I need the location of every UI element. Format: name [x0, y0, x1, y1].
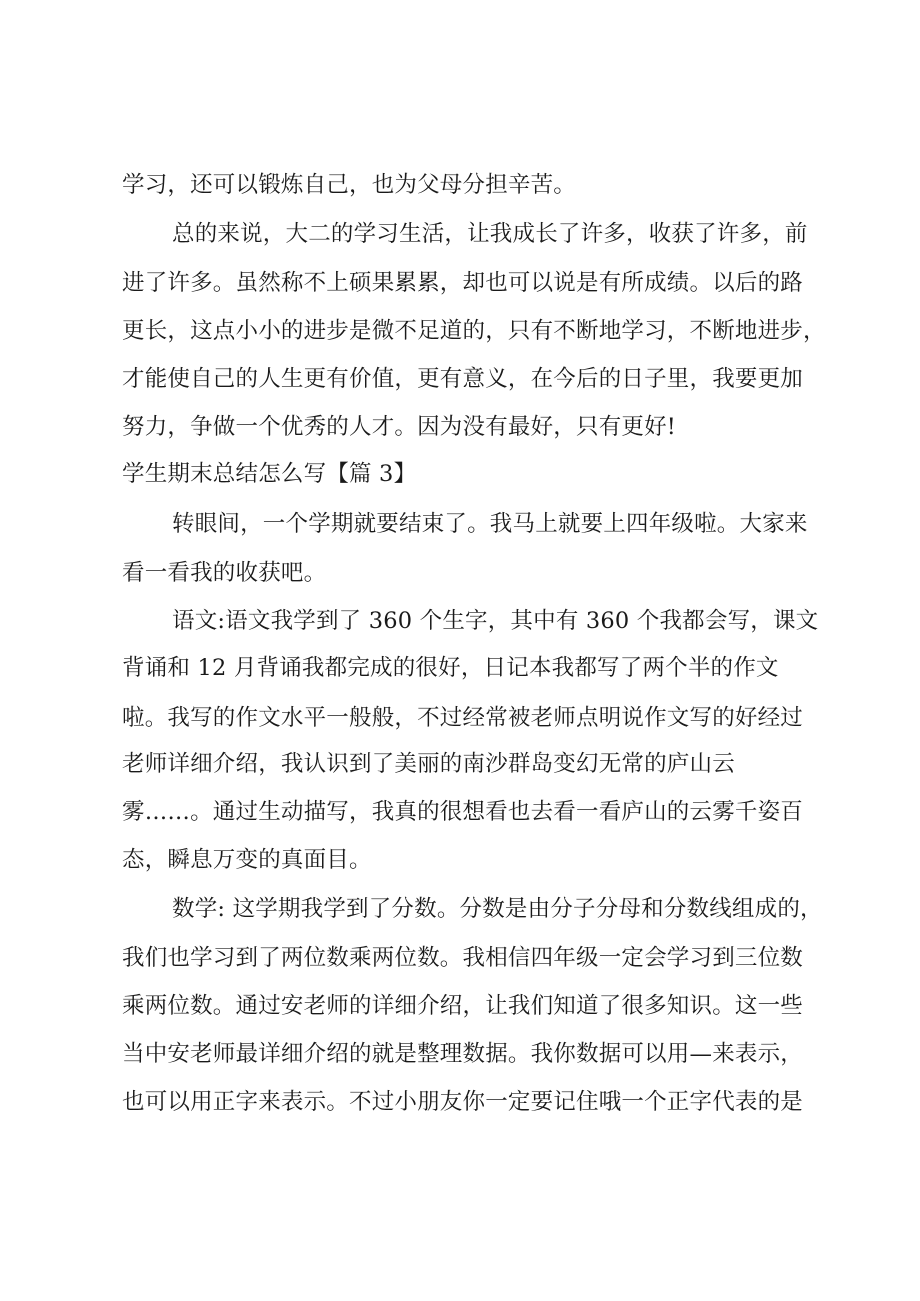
paragraph-line: 才能使自己的人生更有价值，更有意义，在今后的日子里，我要更加 [122, 366, 804, 392]
section-heading: 学生期末总结怎么写【篇 3】 [122, 461, 417, 487]
paragraph-line: 数学: 这学期我学到了分数。分数是由分子分母和分数线组成的， [172, 896, 823, 922]
paragraph-line: 态，瞬息万变的真面目。 [122, 847, 372, 873]
paragraph-line: 也可以用正字来表示。不过小朋友你一定要记住哦一个正字代表的是 [122, 1089, 804, 1115]
paragraph-line: 我们也学习到了两位数乘两位数。我相信四年级一定会学习到三位数 [122, 945, 804, 971]
paragraph-line: 总的来说，大二的学习生活，让我成长了许多，收获了许多，前 [172, 221, 808, 247]
paragraph-line: 学习，还可以锻炼自己，也为父母分担辛苦。 [122, 172, 577, 198]
paragraph-line: 雾……。通过生动描写，我真的很想看也去看一看庐山的云雾千姿百 [122, 799, 804, 825]
paragraph-line: 更长，这点小小的进步是微不足道的，只有不断地学习，不断地进步， [122, 318, 826, 344]
paragraph-line: 乘两位数。通过安老师的详细介绍，让我们知道了很多知识。这一些 [122, 993, 804, 1019]
paragraph-line: 努力，争做一个优秀的人才。因为没有最好，只有更好! [122, 414, 677, 440]
paragraph-line: 老师详细介绍，我认识到了美丽的南沙群岛变幻无常的庐山云 [122, 751, 735, 777]
paragraph-line: 当中安老师最详细介绍的就是整理数据。我你数据可以用—来表示， [122, 1041, 804, 1067]
paragraph-line: 转眼间，一个学期就要结束了。我马上就要上四年级啦。大家来 [172, 511, 808, 537]
paragraph-line: 进了许多。虽然称不上硕果累累，却也可以说是有所成绩。以后的路 [122, 270, 804, 296]
paragraph-line: 看一看我的收获吧。 [122, 560, 327, 586]
paragraph-line: 背诵和 12 月背诵我都完成的很好，日记本我都写了两个半的作文 [122, 655, 779, 681]
paragraph-line: 啦。我写的作文水平一般般，不过经常被老师点明说作文写的好经过 [122, 705, 804, 731]
paragraph-line: 语文:语文我学到了 360 个生字，其中有 360 个我都会写，课文 [172, 608, 819, 634]
